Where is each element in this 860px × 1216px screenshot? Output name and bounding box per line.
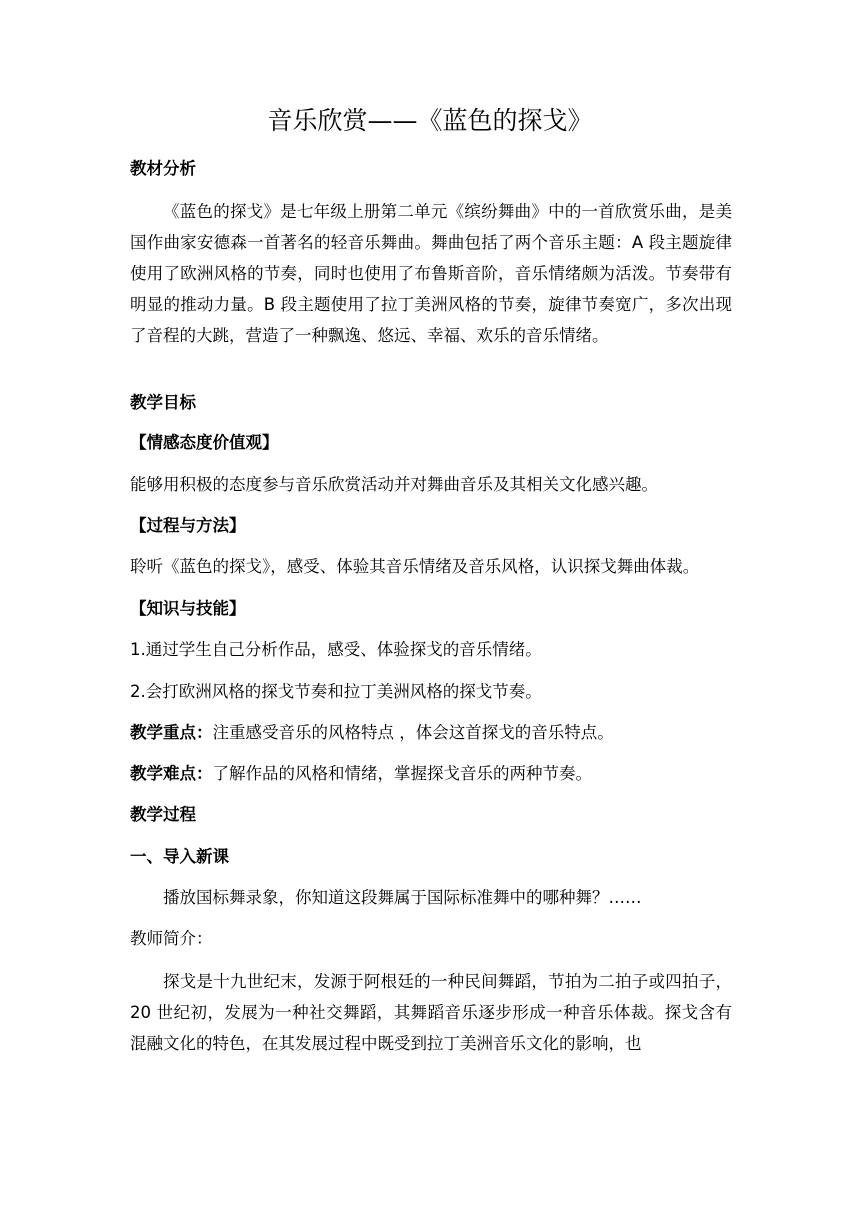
difficulty-point	[130, 762, 592, 786]
skill-item-2: 2.会打欧洲风格的探戈节奏和拉丁美洲风格的探戈节奏。	[130, 682, 542, 701]
key-point	[130, 721, 614, 745]
teacher-intro-paragraph: 探戈是十九世纪末，发源于阿根廷的一种民间舞蹈，节拍为二拍子或四拍子，20 世纪初，发展为一种社交舞蹈，其舞蹈音乐逐步形成一种音乐体裁。探戈含有混融文化的特色，在其发展过程中既受到拉丁美洲音乐文化的影响，也	[130, 972, 732, 1053]
intro-text: 播放国标舞录象，你知道这段舞属于国际标准舞中的哪种舞？……	[163, 888, 642, 907]
goals-heading: 教学目标	[130, 393, 196, 412]
emotion-heading: 【情感态度价值观】	[130, 433, 279, 452]
key-point-label: 教学重点：	[130, 723, 213, 742]
procedure-heading: 教学过程	[130, 805, 196, 824]
analysis-heading: 教材分析	[130, 159, 196, 178]
intro-heading: 一、导入新课	[130, 847, 229, 866]
process-heading: 【过程与方法】	[130, 516, 246, 535]
difficulty-label: 教学难点：	[130, 764, 213, 783]
page-title: 音乐欣赏——《蓝色的探戈》	[267, 106, 593, 135]
teacher-intro-label: 教师简介：	[130, 929, 213, 948]
skill-item-1: 1.通过学生自己分析作品，感受、体验探戈的音乐情绪。	[130, 640, 542, 659]
key-point-text: 注重感受音乐的风格特点 ，体会这首探戈的音乐特点。	[212, 723, 614, 742]
emotion-text: 能够用积极的态度参与音乐欣赏活动并对舞曲音乐及其相关文化感兴趣。	[130, 475, 658, 494]
analysis-paragraph: 《蓝色的探戈》是七年级上册第二单元《缤纷舞曲》中的一首欣赏乐曲，是美国作曲家安德森一首著名的轻音乐舞曲。舞曲包括了两个音乐主题：A 段主题旋律使用了欧洲风格的节奏，同时也使用了布鲁斯音阶，音乐情绪颇为活泼。节奏带有明显的推动力量。B 段主题使用了拉丁美洲风格的节奏，旋律节奏宽广，多次出现了音程的大跳，营造了一种飘逸、悠远、幸福、欢乐的音乐情绪。	[130, 202, 732, 345]
process-text: 聆听《蓝色的探戈》，感受、体验其音乐情绪及音乐风格，认识探戈舞曲体裁。	[130, 557, 700, 576]
skill-heading: 【知识与技能】	[130, 599, 246, 618]
difficulty-text: 了解作品的风格和情绪，掌握探戈音乐的两种节奏。	[212, 764, 592, 783]
